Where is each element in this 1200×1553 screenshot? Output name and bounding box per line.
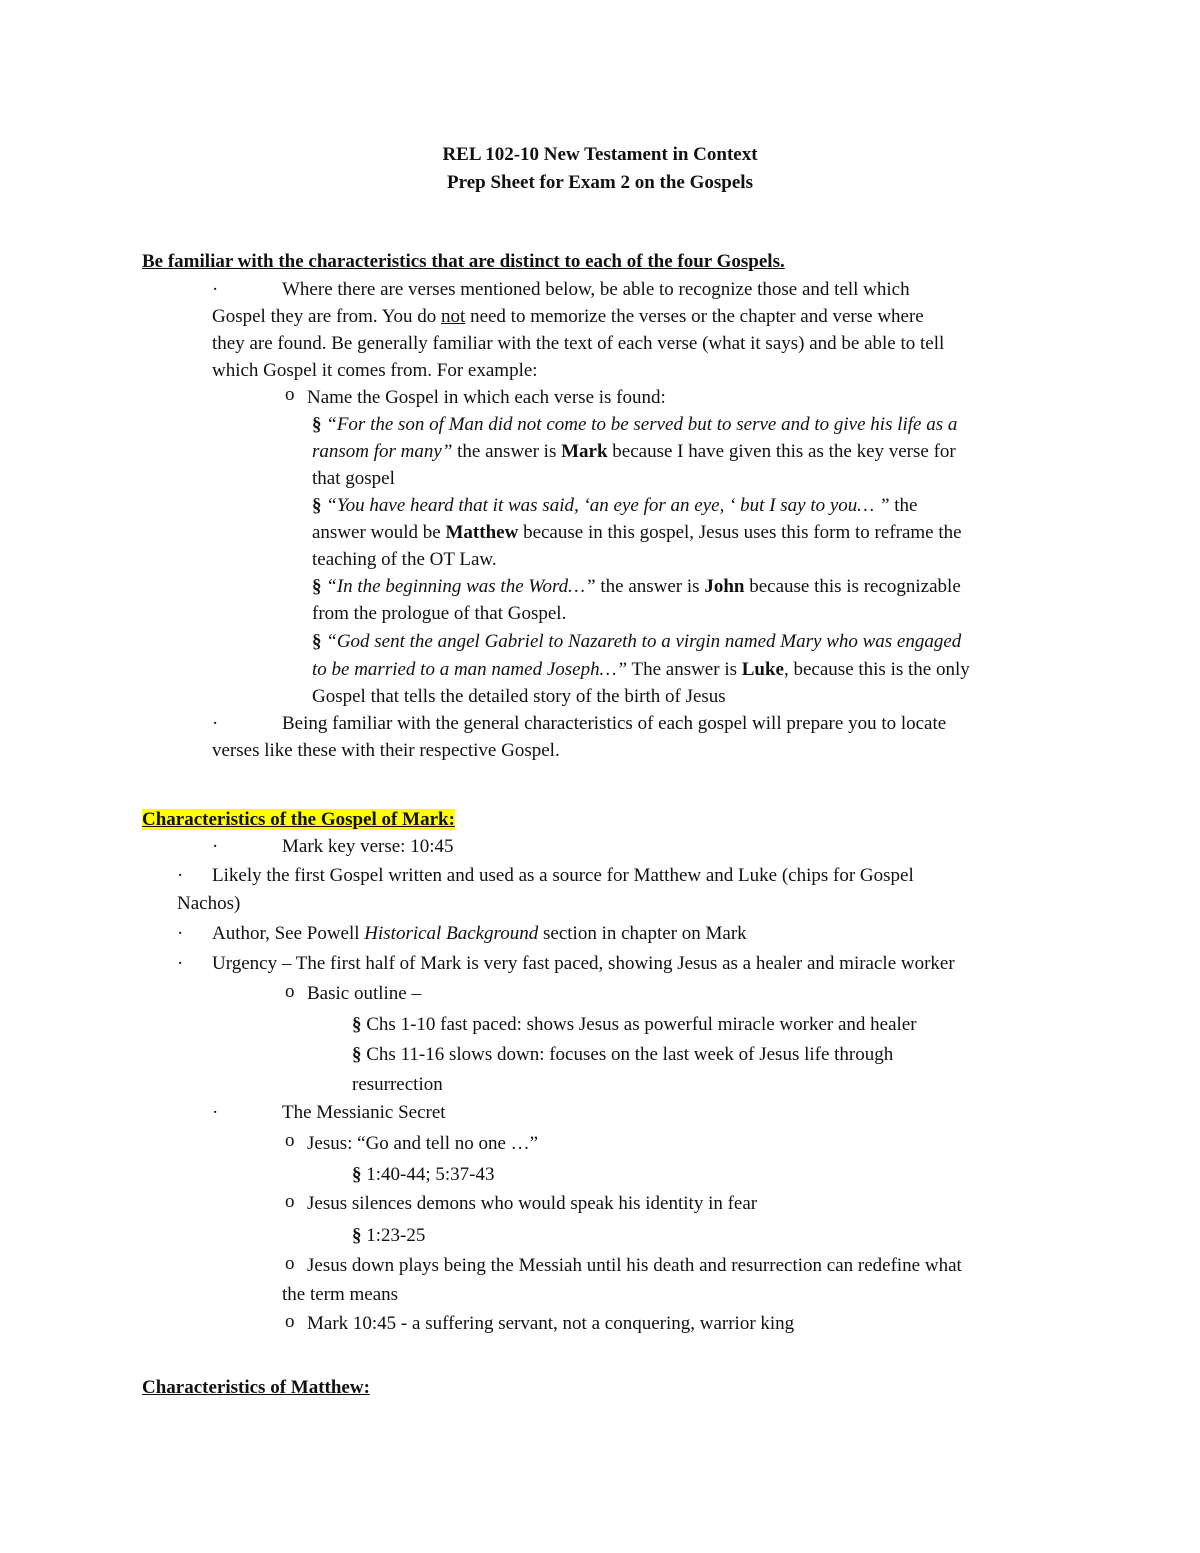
section-marker: § [312,576,322,597]
document-title: REL 102-10 New Testament in Context [442,144,758,165]
paragraph-line: verses like these with their respective Gospel. [212,740,560,761]
sub-item: Jesus down plays being the Messiah until his death and resurrection can redefine what [307,1255,962,1276]
sub-item: Jesus: “Go and tell no one …” [307,1133,539,1154]
example-line: Gospel that tells the detailed story of the birth of Jesus [312,686,726,707]
bullet-circle: o [285,1191,295,1212]
document-subtitle: Prep Sheet for Exam 2 on the Gospels [447,172,753,193]
emphasis-not: not [441,306,466,327]
bullet-dot: · [177,953,184,974]
list-item: Nachos) [177,893,241,914]
outline-item: § Chs 1-10 fast paced: shows Jesus as powerful miracle worker and healer [352,1014,917,1035]
sub-item: Basic outline – [307,983,421,1004]
bullet-circle: o [285,1253,295,1274]
sub-item: Jesus silences demons who would speak his identity in fear [307,1193,758,1214]
list-item: Mark key verse: 10:45 [282,836,454,857]
paragraph-line: Where there are verses mentioned below, be able to recognize those and tell which [282,279,910,300]
example-mark: § “For the son of Man did not come to be served but to serve and to give his life as a [312,414,958,435]
section-heading-matthew: Characteristics of Matthew: [142,1377,370,1398]
bullet-dot: · [212,279,219,300]
example-matthew: § “You have heard that it was said, ‘an eye for an eye, ‘ but I say to you… ” the [312,495,918,516]
bullet-circle: o [285,981,295,1002]
example-line: to be married to a man named Joseph…” The answer is Luke, because this is the only [312,659,970,680]
section-marker: § [312,495,322,516]
section-marker: § [312,414,322,435]
example-line: teaching of the OT Law. [312,549,497,570]
reference-item: § 1:23-25 [352,1225,426,1246]
bullet-circle: o [285,384,295,405]
section-marker: § [352,1044,362,1065]
paragraph-line: which Gospel it comes from. For example: [212,360,538,381]
bullet-dot: · [212,713,219,734]
section-marker: § [352,1164,362,1185]
bullet-dot: · [177,923,184,944]
list-item: Urgency – The first half of Mark is very fast paced, showing Jesus as a healer and miracle worker [212,953,955,974]
paragraph-line: Being familiar with the general characteristics of each gospel will prepare you to locate [282,713,947,734]
section-heading-gospels: Be familiar with the characteristics that are distinct to each of the four Gospels. [142,251,785,272]
reference-item: § 1:40-44; 5:37-43 [352,1164,495,1185]
sub-item: Mark 10:45 - a suffering servant, not a conquering, warrior king [307,1313,795,1334]
outline-item: resurrection [352,1074,443,1095]
sub-item: Name the Gospel in which each verse is found: [307,387,666,408]
section-heading-mark: Characteristics of the Gospel of Mark: [142,809,455,830]
bullet-circle: o [285,1311,295,1332]
section-marker: § [352,1014,362,1035]
paragraph-line: Gospel they are from. You do not need to memorize the verses or the chapter and verse where [212,306,924,327]
bullet-dot: · [177,865,184,886]
example-line: that gospel [312,468,395,489]
section-marker: § [312,631,322,652]
example-line: ransom for many” the answer is Mark because I have given this as the key verse for [312,441,956,462]
paragraph-line: they are found. Be generally familiar with the text of each verse (what it says) and be able to tell [212,333,945,354]
example-line: answer would be Matthew because in this gospel, Jesus uses this form to reframe the [312,522,962,543]
bullet-dot: · [212,1102,219,1123]
example-line: from the prologue of that Gospel. [312,603,567,624]
sub-item: the term means [282,1284,399,1305]
section-marker: § [352,1225,362,1246]
list-item: Likely the first Gospel written and used as a source for Matthew and Luke (chips for Gospel [212,865,914,886]
example-john: § “In the beginning was the Word…” the answer is John because this is recognizable [312,576,961,597]
list-item: The Messianic Secret [282,1102,446,1123]
outline-item: § Chs 11-16 slows down: focuses on the last week of Jesus life through [352,1044,894,1065]
example-luke: § “God sent the angel Gabriel to Nazareth to a virgin named Mary who was engaged [312,631,962,652]
list-item: Author, See Powell Historical Background section in chapter on Mark [212,923,747,944]
bullet-circle: o [285,1130,295,1151]
bullet-dot: · [212,836,219,857]
